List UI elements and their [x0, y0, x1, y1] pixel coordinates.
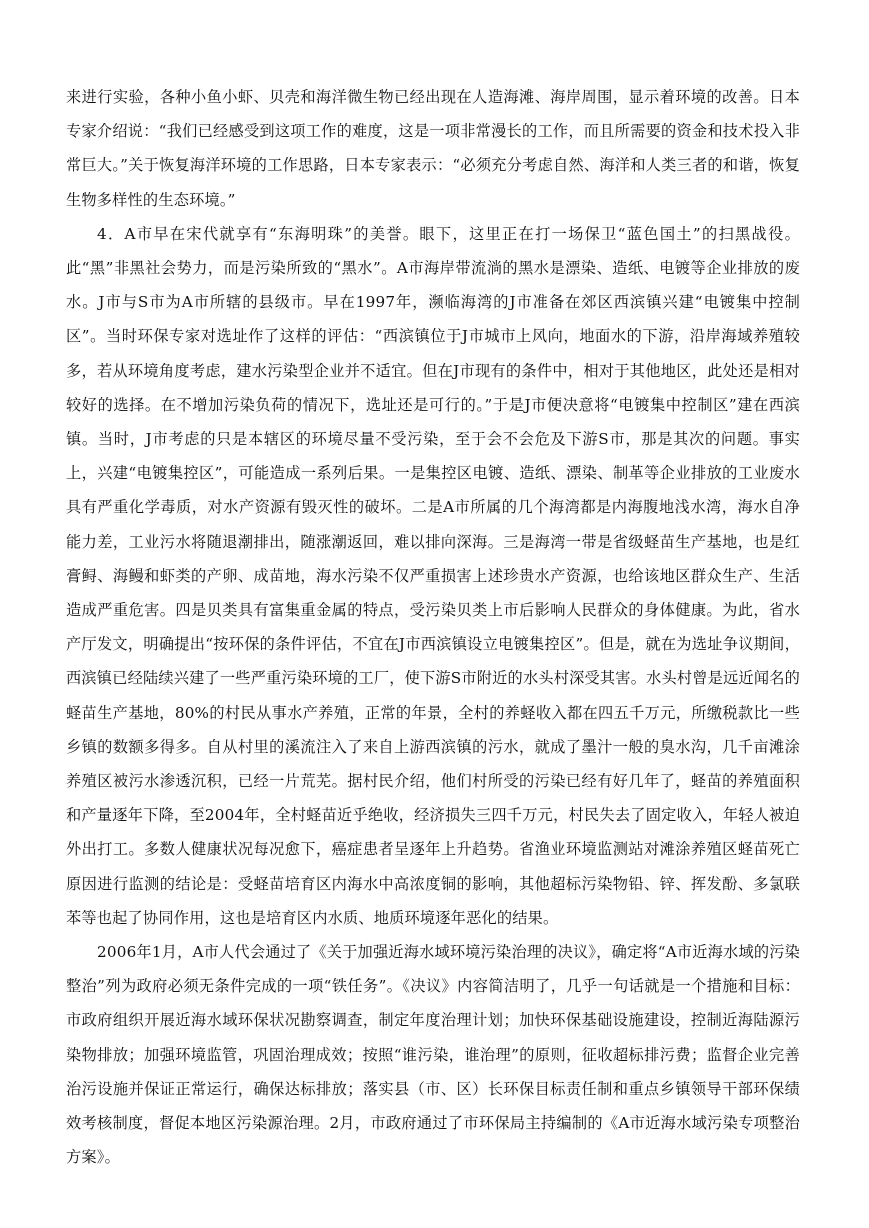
document-page [66, 80, 800, 1175]
paragraph-japan-experience: 来进行实验，各种小鱼小虾、贝壳和海洋微生物已经出现在人造海滩、海岸周围，显示着环境的改善。日本专家介绍说：“我们已经感受到这项工作的难度，这是一项非常漫长的工作，而且所需要的资金和技术投入非常巨大。”关于恢复海洋环境的工作思路，日本专家表示：“必须充分考虑自然、海洋和人类三者的和谐，恢复生物多样性的生态环境。” [66, 88, 800, 209]
paragraph-item-4: 4．A市早在宋代就享有“东海明珠”的美誉。眼下，这里正在打一场保卫“蓝色国土”的扫黑战役。此“黑”非黑社会势力，而是污染所致的“黑水”。A市海岸带流淌的黑水是漂染、造纸、电镀等企业排放的废水。J市与S市为A市所辖的县级市。早在1997年，濒临海湾的J市准备在郊区西滨镇兴建“电镀集中控制区”。当时环保专家对选址作了这样的评估：“西滨镇位于J市城市上风向，地面水的下游，沿岸海域养殖较多，若从环境角度考虑，建水污染型企业并不适宜。但在J市现有的条件中，相对于其他地区，此处还是相对较好的选择。在不增加污染负荷的情况下，选址还是可行的。”于是J市便决意将“电镀集中控制区”建在西滨镇。当时，J市考虑的只是本辖区的环境尽量不受污染，至于会不会危及下游S市，那是其次的问题。事实上，兴建“电镀集控区”，可能造成一系列后果。一是集控区电镀、造纸、漂染、制革等企业排放的工业废水具有严重化学毒质，对水产资源有毁灭性的破坏。二是A市所属的几个海湾都是内海腹地浅水湾，海水自净能力差，工业污水将随退潮排出，随涨潮返回，难以排向深海。三是海湾一带是省级蛏苗生产基地，也是红膏鲟、海鳗和虾类的产卵、成苗地，海水污染不仅严重损害上述珍贵水产资源，也给该地区群众生产、生活造成严重危害。四是贝类具有富集重金属的特点，受污染贝类上市后影响人民群众的身体健康。为此，省水产厅发文，明确提出“按环保的条件评估，不宜在J市西滨镇设立电镀集控区”。但是，就在为选址争议期间，西滨镇已经陆续兴建了一些严重污染环境的工厂，使下游S市附近的水头村深受其害。水头村曾是远近闻名的蛏苗生产基地，80%的村民从事水产养殖，正常的年景，全村的养蛏收入都在四五千万元，所缴税款比一些乡镇的数额多得多。自从村里的溪流注入了来自上游西滨镇的污水，就成了墨汁一般的臭水沟，几千亩滩涂养殖区被污水渗透沉积，已经一片荒芜。据村民介绍，他们村所受的污染已经有好几年了，蛏苗的养殖面积和产量逐年下降，至2004年，全村蛏苗近乎绝收，经济损失三四千万元，村民失去了固定收入，年轻人被迫外出打工。多数人健康状况每况愈下，癌症患者呈逐年上升趋势。省渔业环境监测站对滩涂养殖区蛏苗死亡原因进行监测的结论是：受蛏苗培育区内海水中高浓度铜的影响，其他超标污染物铅、锌、挥发酚、多氯联苯等也起了协同作用，这也是培育区内水质、地质环境逐年恶化的结果。 [66, 224, 800, 927]
paragraph-2006-resolution: 2006年1月，A市人代会通过了《关于加强近海水域环境污染治理的决议》，确定将“A市近海水域的污染整治”列为政府必须无条件完成的一项“铁任务”。《决议》内容简洁明了，几乎一句话就是一个措施和目标：市政府组织开展近海水域环保状况勘察调查，制定年度治理计划；加快环保基础设施建设，控制近海陆源污染物排放；加强环境监管，巩固治理成效；按照“谁污染，谁治理”的原则，征收超标排污费；监督企业完善治污设施并保证正常运行，确保达标排放；落实县（市、区）长环保目标责任制和重点乡镇领导干部环保绩效考核制度，督促本地区污染源治理。2月，市政府通过了市环保局主持编制的《A市近海水域污染专项整治方案》。 [66, 943, 800, 1167]
